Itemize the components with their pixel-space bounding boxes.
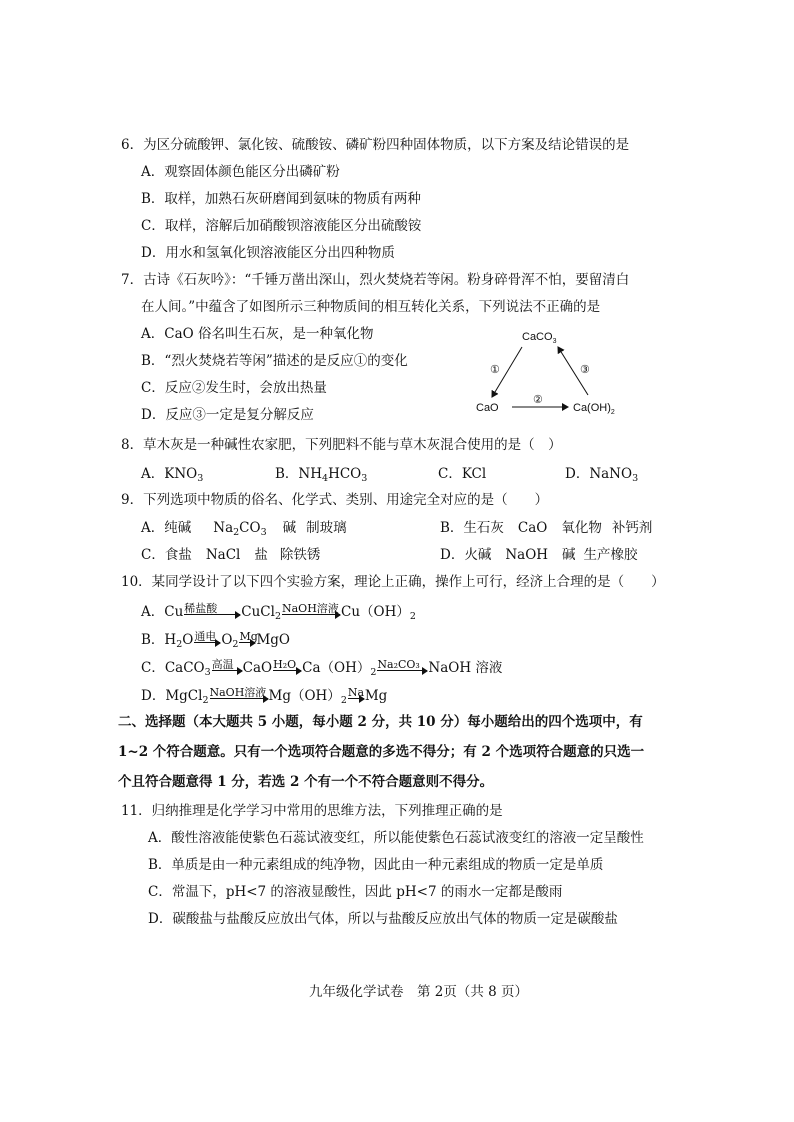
q11-option-d: D．碳酸盐与盐酸反应放出气体，所以与盐酸反应放出气体的物质一定是碳酸盐 (148, 911, 618, 927)
reaction-arrow: NaOH溶液 (209, 686, 267, 699)
reaction-arrow: Na (347, 686, 365, 699)
q9-option-c: C．食盐 NaCl 盐 除铁锈 (141, 547, 321, 563)
q8-option-d: D．NaNO$_3$ (565, 466, 639, 484)
q6-option-d: D．用水和氢氧化钡溶液能区分出四种物质 (141, 245, 395, 261)
q7-option-c: C．反应②发生时，会放出热量 (141, 380, 327, 396)
reaction-arrow: NaOH溶液 (282, 602, 339, 615)
page-footer: 九年级化学试卷 第 2页（共 8 页） (309, 984, 529, 1000)
q10-option-b: B．$H_2O$ 通电 $O_2$ Mg MgO (141, 630, 290, 650)
reaction-arrow: 稀盐酸 (184, 603, 240, 615)
diagram-node-cao: CaO (476, 402, 499, 414)
diagram-label-2: ② (533, 394, 543, 406)
q11-option-a: A．酸性溶液能使紫色石蕊试液变红，所以能使紫色石蕊试液变红的溶液一定呈酸性 (148, 830, 644, 846)
diagram-node-caco3: CaCO$_3$ (522, 331, 557, 345)
reaction-arrow: Na₂CO₃ (377, 659, 427, 671)
q7-option-b: B．“烈火焚烧若等闲”描述的是反应①的变化 (141, 353, 408, 369)
section2-instructions-line2: 1~2 个符合题意。只有一个选项符合题意的多选不得分；有 2 个选项符合题意的只选一 (118, 744, 645, 760)
q7-option-a: A．CaO 俗名叫生石灰，是一种氧化物 (141, 326, 374, 342)
reaction-arrow: H₂O (273, 659, 301, 671)
q8-option-c: C．KCl (438, 466, 487, 482)
q8-stem: 8．草木灰是一种碱性农家肥，下列肥料不能与草木灰混合使用的是（ ） (121, 437, 562, 453)
q10-option-c: C．CaCO$_3$ 高温 CaO H₂O $Ca(OH)_2$ Na₂CO₃ NaOH 溶液 (141, 658, 503, 678)
q8-option-b: B．$NH_4HCO_3$ (275, 466, 368, 484)
diagram-label-3: ③ (580, 364, 590, 376)
diagram-label-1: ① (490, 364, 500, 376)
q7-stem-line2: 在人间。”中蕴含了如图所示三种物质间的相互转化关系，下列说法不正确的是 (141, 299, 601, 315)
q11-option-b: B．单质是由一种元素组成的纯净物，因此由一种元素组成的物质一定是单质 (148, 857, 604, 873)
section2-instructions-line3: 个且符合题意得 1 分，若选 2 个有一个不符合题意则不得分。 (118, 774, 494, 790)
q9-option-d: D．火碱 NaOH 碱 生产橡胶 (440, 547, 638, 563)
q9-option-b: B．生石灰 CaO 氧化物 补钙剂 (440, 520, 653, 536)
q6-stem: 6．为区分硫酸钾、氯化铵、硫酸铵、磷矿粉四种固体物质，以下方案及结论错误的是 (121, 137, 630, 153)
q7-option-d: D．反应③一定是复分解反应 (141, 407, 314, 423)
q9-option-a: A．纯碱 $Na_2CO_3$ 碱 制玻璃 (141, 520, 347, 538)
q6-option-c: C．取样，溶解后加硝酸钡溶液能区分出硫酸铵 (141, 218, 422, 234)
reaction-arrow: 通电 (194, 631, 220, 643)
diagram-node-caoh2: $Ca(OH)_2$ (573, 402, 615, 416)
q8-option-a: A．$KNO_3$ (141, 466, 204, 484)
q9-stem: 9．下列选项中物质的俗名、化学式、类别、用途完全对应的是（ ） (121, 492, 549, 508)
q6-option-a: A．观察固体颜色能区分出磷矿粉 (141, 164, 340, 180)
q10-stem: 10．某同学设计了以下四个实验方案，理论上正确，操作上可行，经济上合理的是（ ） (121, 574, 665, 590)
reaction-arrow: Mg (239, 630, 258, 643)
q10-option-d: D．MgCl$_2$ NaOH溶液 $Mg(OH)_2$ Na Mg (141, 686, 388, 706)
q11-stem: 11．归纳推理是化学学习中常用的思维方法，下列推理正确的是 (121, 803, 503, 819)
q7-stem-line1: 7．古诗《石灰吟》：“千锤万凿出深山，烈火焚烧若等闲。粉身碎骨浑不怕，要留清白 (121, 272, 630, 288)
q6-option-b: B．取样，加熟石灰研磨闻到氨味的物质有两种 (141, 191, 421, 207)
q11-option-c: C．常温下，pH<7 的溶液显酸性，因此 pH<7 的雨水一定都是酸雨 (148, 884, 563, 900)
reaction-arrow: 高温 (212, 659, 242, 671)
q10-option-a: A．Cu 稀盐酸 CuCl$_2$ NaOH溶液 $Cu(OH)_2$ (141, 602, 416, 622)
section2-instructions-line1: 二、选择题（本大题共 5 小题，每小题 2 分，共 10 分）每小题给出的四个选项中，有 (118, 714, 643, 730)
q7-conversion-diagram (470, 325, 640, 420)
